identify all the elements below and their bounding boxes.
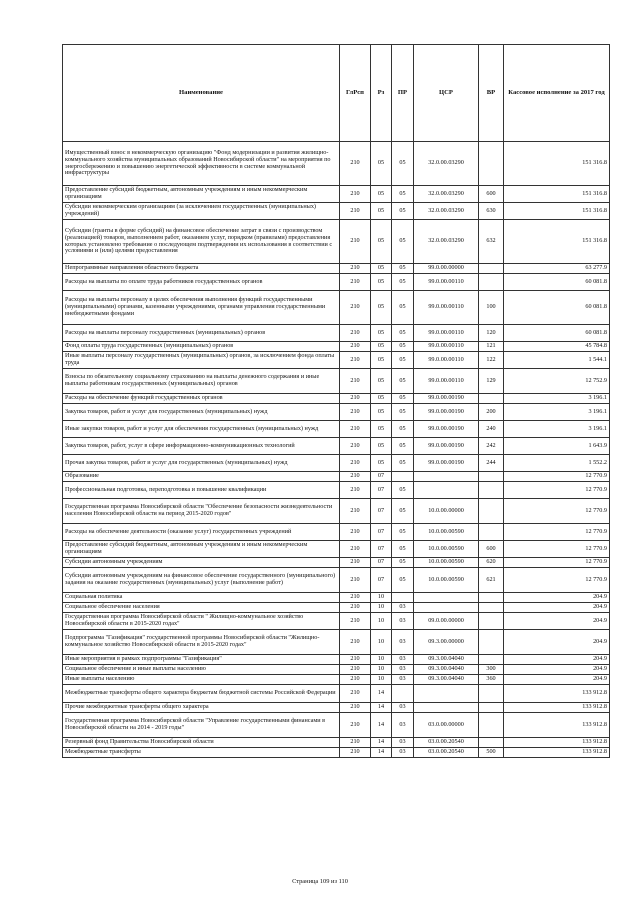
cell-csr: 03.0.00.20540 xyxy=(414,748,479,758)
cell-pr: 03 xyxy=(392,748,414,758)
cell-rz: 14 xyxy=(371,738,392,748)
table-row xyxy=(63,203,610,220)
cell-sum: 60 081.8 xyxy=(504,325,610,342)
cell-name: Социальное обеспечение и иные выплаты населению xyxy=(63,665,340,675)
table-header-row xyxy=(63,45,610,142)
cell-grbs: 210 xyxy=(340,665,371,675)
cell-rz: 10 xyxy=(371,593,392,603)
cell-pr xyxy=(392,685,414,703)
cell-vr xyxy=(479,685,504,703)
cell-csr: 10.0.00.00590 xyxy=(414,568,479,593)
cell-name: Межбюджетные трансферты xyxy=(63,748,340,758)
cell-csr: 09.3.00.04040 xyxy=(414,675,479,685)
cell-rz: 05 xyxy=(371,142,392,186)
cell-grbs: 210 xyxy=(340,748,371,758)
cell-vr xyxy=(479,499,504,524)
cell-name: Социальная политика xyxy=(63,593,340,603)
cell-sum: 151 316.8 xyxy=(504,142,610,186)
cell-csr: 09.3.00.04040 xyxy=(414,655,479,665)
table-row xyxy=(63,713,610,738)
cell-sum: 3 196.1 xyxy=(504,421,610,438)
cell-rz: 10 xyxy=(371,613,392,630)
cell-pr: 05 xyxy=(392,342,414,352)
cell-grbs: 210 xyxy=(340,352,371,369)
budget-table xyxy=(62,44,610,758)
cell-vr xyxy=(479,655,504,665)
header-pr: ПР xyxy=(392,45,414,142)
cell-sum: 12 770.9 xyxy=(504,568,610,593)
page-number: Страница 109 из 110 xyxy=(292,878,348,885)
cell-grbs: 210 xyxy=(340,264,371,274)
cell-vr xyxy=(479,630,504,655)
table-row xyxy=(63,291,610,325)
cell-csr xyxy=(414,703,479,713)
cell-grbs: 210 xyxy=(340,558,371,568)
cell-grbs: 210 xyxy=(340,404,371,421)
cell-pr: 05 xyxy=(392,369,414,394)
cell-sum: 151 316.8 xyxy=(504,203,610,220)
cell-vr xyxy=(479,142,504,186)
cell-csr: 99.0.00.00110 xyxy=(414,291,479,325)
cell-rz: 07 xyxy=(371,558,392,568)
cell-sum: 133 912.8 xyxy=(504,713,610,738)
cell-pr: 05 xyxy=(392,482,414,499)
table-row xyxy=(63,352,610,369)
cell-rz: 10 xyxy=(371,665,392,675)
cell-rz: 10 xyxy=(371,630,392,655)
cell-grbs: 210 xyxy=(340,655,371,665)
cell-rz: 05 xyxy=(371,421,392,438)
cell-rz: 07 xyxy=(371,541,392,558)
cell-name: Закупка товаров, работ, услуг в сфере информационно-коммуникационных технологий xyxy=(63,438,340,455)
table-row xyxy=(63,264,610,274)
cell-vr xyxy=(479,613,504,630)
cell-csr: 32.0.00.03290 xyxy=(414,186,479,203)
cell-pr: 05 xyxy=(392,203,414,220)
cell-pr: 05 xyxy=(392,264,414,274)
cell-grbs: 210 xyxy=(340,342,371,352)
cell-rz: 14 xyxy=(371,703,392,713)
cell-vr xyxy=(479,264,504,274)
cell-pr: 05 xyxy=(392,291,414,325)
cell-vr xyxy=(479,713,504,738)
cell-name: Государственная программа Новосибирской области "Обеспечение безопасности жизнедеятельности населения Новосибирской области на период 2015-2020 годов" xyxy=(63,499,340,524)
cell-vr: 100 xyxy=(479,291,504,325)
cell-vr xyxy=(479,274,504,291)
table-row xyxy=(63,703,610,713)
cell-name: Расходы на выплаты персоналу государственных (муниципальных) органов xyxy=(63,325,340,342)
table-row xyxy=(63,738,610,748)
cell-csr: 32.0.00.03290 xyxy=(414,142,479,186)
cell-sum: 3 196.1 xyxy=(504,394,610,404)
cell-rz: 05 xyxy=(371,291,392,325)
cell-pr: 05 xyxy=(392,394,414,404)
cell-sum: 151 316.8 xyxy=(504,186,610,203)
cell-pr xyxy=(392,593,414,603)
cell-pr: 05 xyxy=(392,142,414,186)
cell-vr: 621 xyxy=(479,568,504,593)
cell-name: Предоставление субсидий бюджетным, автономным учреждениям и иным некоммерческим организациям xyxy=(63,186,340,203)
cell-pr: 03 xyxy=(392,655,414,665)
cell-csr xyxy=(414,603,479,613)
cell-pr: 05 xyxy=(392,325,414,342)
cell-grbs: 210 xyxy=(340,541,371,558)
cell-csr: 99.0.00.00110 xyxy=(414,369,479,394)
cell-vr: 240 xyxy=(479,421,504,438)
cell-csr: 03.0.00.20540 xyxy=(414,738,479,748)
cell-pr: 03 xyxy=(392,713,414,738)
cell-sum: 204.9 xyxy=(504,603,610,613)
cell-pr: 05 xyxy=(392,455,414,472)
cell-rz: 10 xyxy=(371,603,392,613)
cell-grbs: 210 xyxy=(340,421,371,438)
cell-csr xyxy=(414,472,479,482)
cell-csr: 03.0.00.00000 xyxy=(414,713,479,738)
cell-sum: 151 316.8 xyxy=(504,220,610,264)
cell-grbs: 210 xyxy=(340,675,371,685)
cell-rz: 05 xyxy=(371,352,392,369)
cell-name: Образование xyxy=(63,472,340,482)
cell-sum: 204.9 xyxy=(504,630,610,655)
cell-csr: 99.0.00.00110 xyxy=(414,342,479,352)
cell-name: Расходы на обеспечение функций государственных органов xyxy=(63,394,340,404)
cell-grbs: 210 xyxy=(340,524,371,541)
cell-sum: 12 770.9 xyxy=(504,524,610,541)
cell-pr: 03 xyxy=(392,630,414,655)
cell-rz: 14 xyxy=(371,713,392,738)
cell-name: Расходы на обеспечение деятельности (оказание услуг) государственных учреждений xyxy=(63,524,340,541)
cell-csr: 32.0.00.03290 xyxy=(414,203,479,220)
cell-grbs: 210 xyxy=(340,220,371,264)
cell-grbs: 210 xyxy=(340,394,371,404)
cell-vr xyxy=(479,703,504,713)
table-row xyxy=(63,274,610,291)
table-row xyxy=(63,748,610,758)
cell-sum: 12 770.9 xyxy=(504,541,610,558)
cell-vr xyxy=(479,394,504,404)
cell-name: Социальное обеспечение населения xyxy=(63,603,340,613)
cell-grbs: 210 xyxy=(340,482,371,499)
table-row xyxy=(63,593,610,603)
table-row xyxy=(63,603,610,613)
cell-pr: 05 xyxy=(392,220,414,264)
cell-rz: 07 xyxy=(371,524,392,541)
cell-grbs: 210 xyxy=(340,274,371,291)
cell-name: Иные мероприятия в рамках подпрограммы "Газификация" xyxy=(63,655,340,665)
table-row xyxy=(63,568,610,593)
cell-rz: 05 xyxy=(371,404,392,421)
cell-csr: 32.0.00.03290 xyxy=(414,220,479,264)
table-row xyxy=(63,142,610,186)
cell-name: Расходы на выплаты персоналу в целях обеспечения выполнения функций государственными (муниципальными) органами, казенными учреждениями, органами управления государственными внебюджетными фондами xyxy=(63,291,340,325)
table-row xyxy=(63,685,610,703)
table-row xyxy=(63,499,610,524)
cell-grbs: 210 xyxy=(340,291,371,325)
cell-name: Прочие межбюджетные трансферты общего характера xyxy=(63,703,340,713)
cell-rz: 14 xyxy=(371,748,392,758)
cell-vr: 244 xyxy=(479,455,504,472)
table-row xyxy=(63,438,610,455)
cell-grbs: 210 xyxy=(340,472,371,482)
cell-csr: 99.0.00.00190 xyxy=(414,404,479,421)
cell-sum: 45 784.8 xyxy=(504,342,610,352)
cell-pr: 05 xyxy=(392,558,414,568)
cell-grbs: 210 xyxy=(340,438,371,455)
cell-sum: 204.9 xyxy=(504,665,610,675)
cell-name: Прочая закупка товаров, работ и услуг для государственных (муниципальных) нужд xyxy=(63,455,340,472)
cell-vr: 630 xyxy=(479,203,504,220)
cell-pr: 05 xyxy=(392,499,414,524)
header-csr: ЦСР xyxy=(414,45,479,142)
cell-name: Субсидии некоммерческим организациям (за исключением государственных (муниципальных) учреждений) xyxy=(63,203,340,220)
cell-sum: 1 552.2 xyxy=(504,455,610,472)
cell-pr: 03 xyxy=(392,675,414,685)
cell-vr: 632 xyxy=(479,220,504,264)
cell-vr: 600 xyxy=(479,186,504,203)
cell-pr xyxy=(392,472,414,482)
cell-csr: 99.0.00.00110 xyxy=(414,274,479,291)
cell-sum: 12 752.9 xyxy=(504,369,610,394)
cell-name: Резервный фонд Правительства Новосибирской области xyxy=(63,738,340,748)
table-row xyxy=(63,325,610,342)
table-row xyxy=(63,369,610,394)
budget-table-page xyxy=(62,44,609,758)
cell-name: Профессиональная подготовка, переподготовка и повышение квалификации xyxy=(63,482,340,499)
cell-rz: 05 xyxy=(371,220,392,264)
cell-grbs: 210 xyxy=(340,325,371,342)
table-row xyxy=(63,220,610,264)
cell-vr: 120 xyxy=(479,325,504,342)
cell-grbs: 210 xyxy=(340,738,371,748)
cell-sum: 204.9 xyxy=(504,593,610,603)
table-row xyxy=(63,541,610,558)
cell-csr: 09.0.00.00000 xyxy=(414,613,479,630)
table-row xyxy=(63,472,610,482)
cell-rz: 07 xyxy=(371,568,392,593)
cell-csr: 99.0.00.00110 xyxy=(414,325,479,342)
cell-name: Субсидии автономным учреждениям на финансовое обеспечение государственного (муниципального) задания на оказание государственных (муниципальных) услуг (выполнение работ) xyxy=(63,568,340,593)
table-row xyxy=(63,404,610,421)
cell-vr xyxy=(479,738,504,748)
cell-sum: 204.9 xyxy=(504,675,610,685)
cell-name: Непрограммные направления областного бюджета xyxy=(63,264,340,274)
cell-sum: 60 081.8 xyxy=(504,274,610,291)
cell-name: Фонд оплаты труда государственных (муниципальных) органов xyxy=(63,342,340,352)
cell-csr: 09.3.00.04040 xyxy=(414,665,479,675)
cell-csr xyxy=(414,482,479,499)
cell-rz: 05 xyxy=(371,274,392,291)
cell-rz: 07 xyxy=(371,472,392,482)
cell-sum: 3 196.1 xyxy=(504,404,610,421)
cell-rz: 05 xyxy=(371,264,392,274)
cell-rz: 05 xyxy=(371,455,392,472)
cell-csr xyxy=(414,685,479,703)
cell-name: Государственная программа Новосибирской области " Жилищно-коммунальное хозяйство Новосибирской области в 2015-2020 годах" xyxy=(63,613,340,630)
cell-name: Иные выплаты населению xyxy=(63,675,340,685)
cell-csr: 10.0.00.00590 xyxy=(414,541,479,558)
cell-vr: 129 xyxy=(479,369,504,394)
cell-rz: 05 xyxy=(371,325,392,342)
cell-pr: 03 xyxy=(392,738,414,748)
cell-sum: 204.9 xyxy=(504,655,610,665)
cell-pr: 05 xyxy=(392,421,414,438)
table-row xyxy=(63,665,610,675)
table-row xyxy=(63,655,610,665)
cell-vr: 600 xyxy=(479,541,504,558)
cell-csr: 99.0.00.00190 xyxy=(414,394,479,404)
table-row xyxy=(63,186,610,203)
cell-sum: 63 277.9 xyxy=(504,264,610,274)
cell-vr: 360 xyxy=(479,675,504,685)
cell-name: Субсидии (гранты в форме субсидий) на финансовое обеспечение затрат в связи с производством (реализацией) товаров, выполнением работ, оказанием услуг, порядком (правилами) предоставления которых установлено требование о последующем подтверждении их использования в соответствии с условиями и (или) целями предоставления xyxy=(63,220,340,264)
cell-pr: 03 xyxy=(392,703,414,713)
cell-sum: 1 643.9 xyxy=(504,438,610,455)
cell-grbs: 210 xyxy=(340,593,371,603)
cell-pr: 05 xyxy=(392,524,414,541)
header-sum: Кассовое исполнение за 2017 год xyxy=(504,45,610,142)
cell-csr: 10.0.00.00000 xyxy=(414,499,479,524)
cell-vr xyxy=(479,482,504,499)
cell-grbs: 210 xyxy=(340,499,371,524)
cell-grbs: 210 xyxy=(340,142,371,186)
header-rz: Рз xyxy=(371,45,392,142)
cell-vr xyxy=(479,524,504,541)
cell-vr xyxy=(479,603,504,613)
table-row xyxy=(63,455,610,472)
table-row xyxy=(63,630,610,655)
cell-csr: 99.0.00.00190 xyxy=(414,421,479,438)
cell-sum: 133 912.8 xyxy=(504,685,610,703)
cell-rz: 05 xyxy=(371,394,392,404)
cell-name: Государственная программа Новосибирской области "Управление государственными финансами в Новосибирской области на 2014 - 2019 годы" xyxy=(63,713,340,738)
cell-sum: 133 912.8 xyxy=(504,748,610,758)
cell-csr: 99.0.00.00000 xyxy=(414,264,479,274)
cell-grbs: 210 xyxy=(340,203,371,220)
cell-vr: 242 xyxy=(479,438,504,455)
table-body xyxy=(63,142,610,758)
cell-name: Иные выплаты персоналу государственных (муниципальных) органов, за исключением фонда оплаты труда xyxy=(63,352,340,369)
table-row xyxy=(63,394,610,404)
cell-pr: 03 xyxy=(392,665,414,675)
cell-name: Иные закупки товаров, работ и услуг для обеспечения государственных (муниципальных) нужд xyxy=(63,421,340,438)
cell-sum: 60 081.8 xyxy=(504,291,610,325)
cell-pr: 05 xyxy=(392,186,414,203)
cell-rz: 05 xyxy=(371,203,392,220)
cell-grbs: 210 xyxy=(340,603,371,613)
cell-rz: 10 xyxy=(371,655,392,665)
cell-grbs: 210 xyxy=(340,703,371,713)
cell-csr: 99.0.00.00190 xyxy=(414,438,479,455)
cell-rz: 14 xyxy=(371,685,392,703)
cell-csr: 99.0.00.00110 xyxy=(414,352,479,369)
cell-grbs: 210 xyxy=(340,186,371,203)
cell-name: Взносы по обязательному социальному страхованию на выплаты денежного содержания и иные выплаты работникам государственных (муниципальных) органов xyxy=(63,369,340,394)
cell-pr: 05 xyxy=(392,404,414,421)
cell-rz: 07 xyxy=(371,482,392,499)
cell-sum: 1 544.1 xyxy=(504,352,610,369)
cell-sum: 12 770.9 xyxy=(504,472,610,482)
cell-vr: 200 xyxy=(479,404,504,421)
header-grbs: ГлРсп xyxy=(340,45,371,142)
table-row xyxy=(63,613,610,630)
table-row xyxy=(63,482,610,499)
cell-pr: 05 xyxy=(392,274,414,291)
header-name: Наименование xyxy=(63,45,340,142)
cell-grbs: 210 xyxy=(340,568,371,593)
cell-pr: 05 xyxy=(392,568,414,593)
cell-csr: 99.0.00.00190 xyxy=(414,455,479,472)
cell-sum: 12 770.9 xyxy=(504,499,610,524)
cell-pr: 03 xyxy=(392,603,414,613)
cell-name: Расходы на выплаты по оплате труда работников государственных органов xyxy=(63,274,340,291)
cell-rz: 05 xyxy=(371,369,392,394)
cell-pr: 05 xyxy=(392,438,414,455)
cell-vr: 620 xyxy=(479,558,504,568)
table-row xyxy=(63,421,610,438)
cell-name: Предоставление субсидий бюджетным, автономным учреждениям и иным некоммерческим организациям xyxy=(63,541,340,558)
cell-sum: 204.9 xyxy=(504,613,610,630)
cell-vr xyxy=(479,472,504,482)
cell-sum: 12 770.9 xyxy=(504,558,610,568)
table-row xyxy=(63,558,610,568)
cell-name: Имущественный взнос в некоммерческую организацию "Фонд модернизации и развития жилищно-коммунального хозяйства муниципальных образований Новосибирской области" на мероприятия по энергосбережению и повышению энергетической эффективности в системе коммунальной инфраструктуры xyxy=(63,142,340,186)
table-row xyxy=(63,524,610,541)
cell-grbs: 210 xyxy=(340,613,371,630)
cell-rz: 07 xyxy=(371,499,392,524)
table-row xyxy=(63,342,610,352)
header-vr: ВР xyxy=(479,45,504,142)
cell-csr: 09.3.00.00000 xyxy=(414,630,479,655)
cell-csr: 10.0.00.00590 xyxy=(414,524,479,541)
cell-grbs: 210 xyxy=(340,455,371,472)
cell-name: Межбюджетные трансферты общего характера бюджетам бюджетной системы Российской Федерации xyxy=(63,685,340,703)
cell-vr: 122 xyxy=(479,352,504,369)
cell-sum: 133 912.8 xyxy=(504,703,610,713)
cell-vr: 300 xyxy=(479,665,504,675)
cell-vr xyxy=(479,593,504,603)
cell-name: Субсидии автономным учреждениям xyxy=(63,558,340,568)
cell-sum: 133 912.8 xyxy=(504,738,610,748)
cell-grbs: 210 xyxy=(340,630,371,655)
cell-vr: 121 xyxy=(479,342,504,352)
cell-rz: 05 xyxy=(371,342,392,352)
cell-pr: 05 xyxy=(392,541,414,558)
table-row xyxy=(63,675,610,685)
cell-name: Закупка товаров, работ и услуг для государственных (муниципальных) нужд xyxy=(63,404,340,421)
cell-grbs: 210 xyxy=(340,685,371,703)
cell-vr: 500 xyxy=(479,748,504,758)
cell-rz: 05 xyxy=(371,186,392,203)
cell-name: Подпрограмма "Газификация" государственной программы Новосибирской области "Жилищно-коммунальное хозяйство Новосибирской области в 2015-2020 годах" xyxy=(63,630,340,655)
cell-grbs: 210 xyxy=(340,713,371,738)
cell-pr: 03 xyxy=(392,613,414,630)
cell-grbs: 210 xyxy=(340,369,371,394)
cell-csr xyxy=(414,593,479,603)
cell-sum: 12 770.9 xyxy=(504,482,610,499)
cell-rz: 10 xyxy=(371,675,392,685)
cell-pr: 05 xyxy=(392,352,414,369)
cell-csr: 10.0.00.00590 xyxy=(414,558,479,568)
cell-rz: 05 xyxy=(371,438,392,455)
